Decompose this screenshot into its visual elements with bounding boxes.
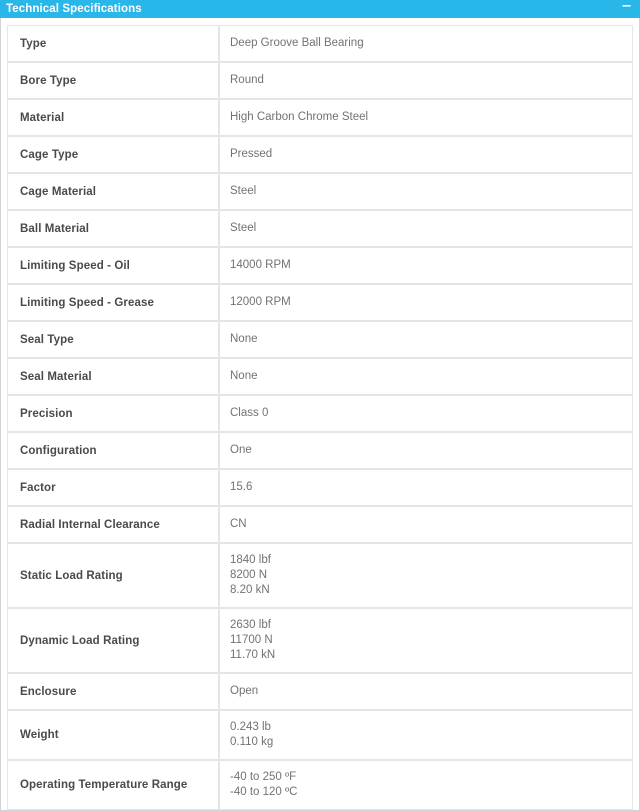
spec-label: Weight (7, 710, 219, 760)
spec-value (219, 760, 633, 810)
spec-value-line: 14000 RPM (230, 259, 291, 271)
spec-value (219, 358, 633, 395)
spec-label: Precision (7, 395, 219, 432)
spec-value (219, 321, 633, 358)
table-row (7, 608, 633, 673)
table-row (7, 247, 633, 284)
spec-value (219, 710, 633, 760)
table-row (7, 506, 633, 543)
spec-value-line: 8.20 kN (230, 584, 270, 596)
spec-label: Limiting Speed - Oil (7, 247, 219, 284)
spec-value-line: Steel (230, 222, 257, 234)
spec-value (219, 210, 633, 247)
panel-body (0, 18, 640, 811)
spec-value-line: Pressed (230, 148, 273, 160)
spec-value-line: CN (230, 518, 247, 530)
panel-header (0, 0, 640, 18)
specifications-table (7, 25, 633, 810)
table-row (7, 673, 633, 710)
spec-value-line: Steel (230, 185, 257, 197)
spec-label: Enclosure (7, 673, 219, 710)
spec-label: Bore Type (7, 62, 219, 99)
table-row (7, 760, 633, 810)
spec-value (219, 673, 633, 710)
spec-value-line: 12000 RPM (230, 296, 291, 308)
minus-icon[interactable]: − (621, 0, 632, 14)
table-row (7, 543, 633, 608)
spec-value (219, 247, 633, 284)
spec-value-line: 0.243 lb (230, 721, 271, 733)
spec-value-line: 8200 N (230, 569, 268, 581)
table-row (7, 432, 633, 469)
spec-value-line: 15.6 (230, 481, 253, 493)
spec-label: Type (7, 25, 219, 62)
table-row (7, 469, 633, 506)
spec-value (219, 543, 633, 608)
spec-label: Factor (7, 469, 219, 506)
spec-value-line: 1840 lbf (230, 554, 271, 566)
spec-label: Cage Material (7, 173, 219, 210)
spec-value-line: 2630 lbf (230, 619, 271, 631)
spec-value (219, 432, 633, 469)
table-row (7, 284, 633, 321)
spec-label: Cage Type (7, 136, 219, 173)
spec-value-line: Round (230, 74, 264, 86)
spec-value (219, 173, 633, 210)
table-row (7, 99, 633, 136)
table-row (7, 136, 633, 173)
spec-value-line: High Carbon Chrome Steel (230, 111, 369, 123)
spec-value (219, 136, 633, 173)
spec-value-line: 11700 N (230, 634, 273, 646)
spec-value (219, 25, 633, 62)
specifications-table-body (7, 25, 633, 810)
spec-value-line: Open (230, 685, 259, 697)
table-row (7, 321, 633, 358)
spec-label: Seal Material (7, 358, 219, 395)
spec-label: Seal Type (7, 321, 219, 358)
spec-value-line: None (230, 370, 258, 382)
spec-value-line: None (230, 333, 258, 345)
spec-value (219, 284, 633, 321)
spec-label: Configuration (7, 432, 219, 469)
spec-value (219, 99, 633, 136)
spec-value (219, 62, 633, 99)
table-row (7, 210, 633, 247)
spec-value-line: 0.110 kg (230, 736, 274, 748)
table-row (7, 25, 633, 62)
table-row (7, 173, 633, 210)
spec-value-line: -40 to 250 ºF (230, 771, 297, 783)
table-row (7, 358, 633, 395)
table-row (7, 710, 633, 760)
spec-label: Static Load Rating (7, 543, 219, 608)
spec-label: Limiting Speed - Grease (7, 284, 219, 321)
spec-value-line: One (230, 444, 252, 456)
spec-value-line: Deep Groove Ball Bearing (230, 37, 364, 49)
spec-value (219, 608, 633, 673)
spec-label: Ball Material (7, 210, 219, 247)
table-row (7, 395, 633, 432)
spec-label: Operating Temperature Range (7, 760, 219, 810)
spec-value-line: -40 to 120 ºC (230, 786, 298, 798)
table-row (7, 62, 633, 99)
spec-label: Dynamic Load Rating (7, 608, 219, 673)
spec-value (219, 506, 633, 543)
spec-label: Material (7, 99, 219, 136)
spec-label: Radial Internal Clearance (7, 506, 219, 543)
spec-value-line: 11.70 kN (230, 649, 276, 661)
spec-value (219, 469, 633, 506)
spec-value-line: Class 0 (230, 407, 269, 419)
page-title: Technical Specifications (6, 3, 142, 15)
spec-value (219, 395, 633, 432)
